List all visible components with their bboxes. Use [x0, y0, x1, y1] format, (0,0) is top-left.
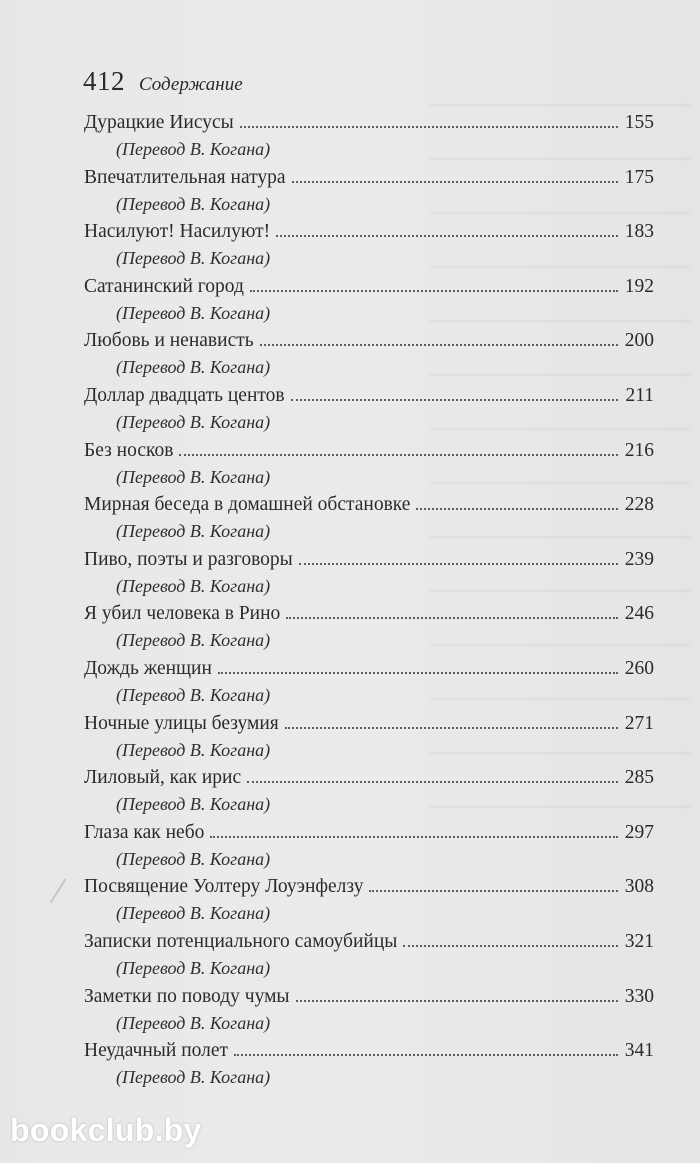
toc-entry-title: Пиво, поэты и разговоры	[84, 548, 293, 570]
dot-leader	[286, 616, 618, 619]
running-title: Содержание	[139, 74, 243, 95]
toc-entry	[84, 654, 654, 709]
toc-entry-line	[84, 381, 654, 411]
toc-entry-title: Сатанинский город	[84, 275, 244, 297]
toc-entry-title: Насилуют! Насилуют!	[84, 221, 271, 243]
toc-entry-page-number: 200	[624, 330, 654, 352]
toc-entry	[84, 1036, 654, 1091]
toc-entry-page-number: 211	[625, 384, 654, 406]
toc-entry-line	[84, 490, 654, 520]
dot-leader	[240, 125, 618, 128]
toc-entry-page-number: 321	[624, 930, 654, 952]
toc-entry-line	[84, 272, 654, 302]
dot-leader	[285, 726, 618, 729]
toc-entry-title: Любовь и ненависть	[84, 330, 254, 352]
toc-entry-translator: (Перевод В. Когана)	[116, 1012, 271, 1033]
dot-leader	[416, 507, 618, 510]
page-header	[83, 66, 243, 100]
toc-entry-page-number: 216	[624, 439, 654, 461]
toc-entry-title: Мирная беседа в домашней обстановке	[84, 494, 411, 516]
toc-entry-title: Я убил человека в Рино	[84, 603, 281, 625]
toc-entry-title: Без носков	[84, 439, 174, 461]
dot-leader	[210, 835, 618, 838]
page-number: 412	[83, 66, 125, 96]
toc-entry-line	[84, 927, 654, 957]
toc-entry-line	[84, 654, 654, 684]
toc-entry-line	[84, 545, 654, 575]
dot-leader	[276, 234, 618, 237]
toc-entry-page-number: 297	[624, 821, 654, 843]
toc-entry-line	[84, 163, 654, 193]
toc-entry-page-number: 330	[624, 985, 654, 1007]
toc-entry-translator: (Перевод В. Когана)	[116, 794, 271, 815]
toc-entry-line	[84, 818, 654, 848]
toc-entry-line	[84, 1036, 654, 1066]
toc-entry-title: Впечатлительная натура	[84, 166, 286, 188]
toc-entry-line	[84, 108, 654, 138]
dot-leader	[292, 180, 618, 183]
toc-entry-translator: (Перевод В. Когана)	[116, 630, 271, 651]
toc-entry-translator: (Перевод В. Когана)	[116, 466, 271, 487]
dot-leader	[260, 343, 618, 346]
dot-leader	[247, 780, 618, 783]
toc-entry-title: Записки потенциального самоубийцы	[84, 930, 398, 952]
table-of-contents	[84, 108, 654, 1091]
toc-entry-translator: (Перевод В. Когана)	[116, 193, 271, 214]
toc-entry-translator: (Перевод В. Когана)	[116, 1067, 271, 1088]
toc-entry-page-number: 285	[624, 767, 654, 789]
toc-entry-translator: (Перевод В. Когана)	[116, 248, 271, 269]
dot-leader	[250, 289, 618, 292]
dot-leader	[234, 1053, 618, 1056]
toc-entry-page-number: 308	[624, 876, 654, 898]
toc-entry-line	[84, 872, 654, 902]
toc-entry-translator: (Перевод В. Когана)	[116, 684, 271, 705]
toc-entry	[84, 436, 654, 491]
toc-entry	[84, 927, 654, 982]
toc-entry-title: Дурацкие Иисусы	[84, 112, 234, 133]
toc-entry	[84, 490, 654, 545]
toc-entry-page-number: 183	[624, 221, 654, 243]
toc-entry-title: Посвящение Уолтеру Лоуэнфелзу	[84, 876, 364, 898]
toc-entry-page-number: 246	[624, 603, 654, 625]
toc-entry	[84, 709, 654, 764]
toc-entry-translator: (Перевод В. Когана)	[116, 521, 271, 542]
toc-entry-line	[84, 982, 654, 1012]
toc-entry-translator: (Перевод В. Когана)	[116, 139, 271, 159]
toc-entry-line	[84, 217, 654, 247]
toc-entry-line	[84, 436, 654, 466]
toc-entry	[84, 763, 654, 818]
toc-entry	[84, 326, 654, 381]
toc-entry-title: Ночные улицы безумия	[84, 712, 279, 734]
toc-entry-line	[84, 709, 654, 739]
toc-entry-translator: (Перевод В. Когана)	[116, 411, 271, 432]
toc-entry-title: Лиловый, как ирис	[84, 767, 242, 789]
dot-leader	[403, 944, 618, 947]
toc-entry	[84, 217, 654, 272]
toc-entry-page-number: 260	[624, 657, 654, 679]
toc-entry-title: Заметки по поводу чумы	[84, 985, 290, 1007]
toc-entry-line	[84, 763, 654, 793]
dot-leader	[369, 889, 618, 892]
toc-entry-page-number: 341	[624, 1040, 654, 1062]
dot-leader	[218, 671, 618, 674]
toc-entry-translator: (Перевод В. Когана)	[116, 302, 271, 323]
toc-entry-translator: (Перевод В. Когана)	[116, 575, 271, 596]
toc-entry-line	[84, 599, 654, 629]
toc-entry	[84, 163, 654, 218]
toc-entry-title: Дождь женщин	[84, 657, 212, 679]
toc-entry-translator: (Перевод В. Когана)	[116, 903, 271, 924]
toc-entry-title: Неудачный полет	[84, 1040, 229, 1062]
toc-entry	[84, 982, 654, 1037]
toc-entry	[84, 545, 654, 600]
toc-entry	[84, 108, 654, 163]
toc-entry-page-number: 192	[624, 275, 654, 297]
dot-leader	[179, 453, 618, 456]
dot-leader	[296, 999, 618, 1002]
dot-leader	[299, 562, 618, 565]
page-crease-mark	[50, 879, 67, 904]
toc-entry-translator: (Перевод В. Когана)	[116, 957, 271, 978]
toc-entry-translator: (Перевод В. Когана)	[116, 848, 271, 869]
toc-entry-title: Доллар двадцать центов	[84, 384, 285, 406]
toc-entry-page-number: 239	[624, 548, 654, 570]
toc-entry-page-number: 228	[624, 494, 654, 516]
toc-entry-line	[84, 326, 654, 356]
dot-leader	[291, 398, 618, 401]
toc-entry-translator: (Перевод В. Когана)	[116, 739, 271, 760]
toc-entry-page-number: 271	[624, 712, 654, 734]
toc-entry	[84, 872, 654, 927]
watermark: bookclub.by	[10, 1112, 202, 1148]
toc-entry	[84, 272, 654, 327]
toc-entry-translator: (Перевод В. Когана)	[116, 357, 271, 378]
toc-entry	[84, 599, 654, 654]
toc-entry	[84, 818, 654, 873]
toc-entry	[84, 381, 654, 436]
toc-entry-page-number: 155	[624, 112, 654, 133]
toc-entry-page-number: 175	[624, 166, 654, 188]
toc-entry-title: Глаза как небо	[84, 821, 205, 843]
